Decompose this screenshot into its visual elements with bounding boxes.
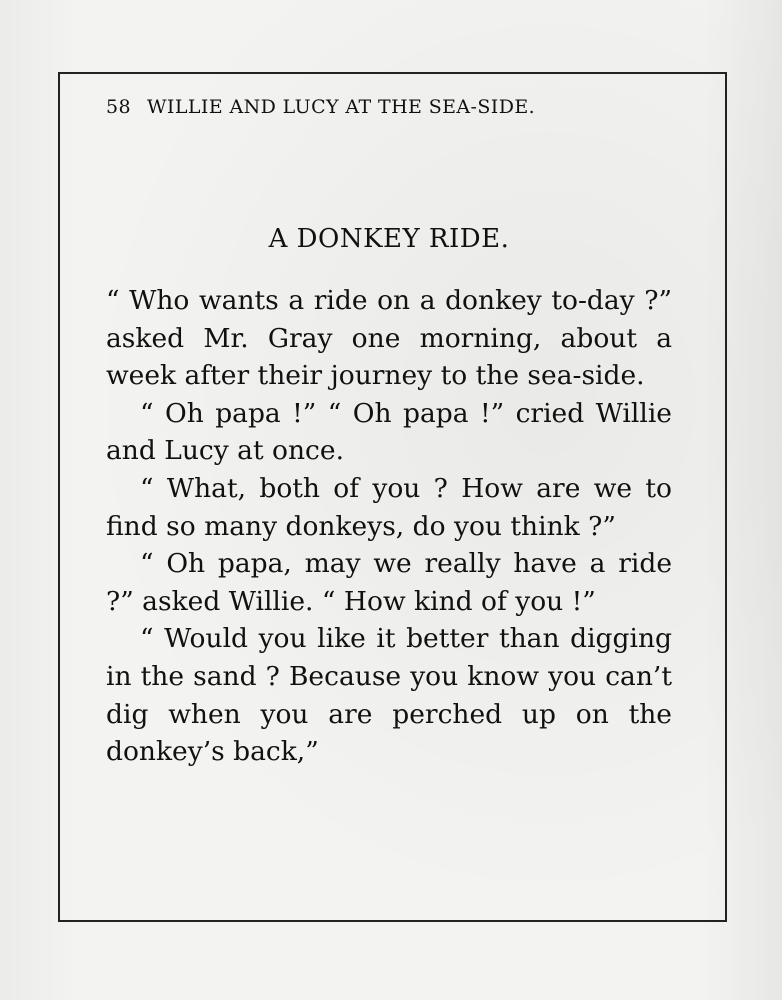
body-text bbox=[106, 282, 672, 771]
paragraph: “ Who wants a ride on a donkey to-day ?” asked Mr. Gray one morning, about a week after their journey to the sea-side. bbox=[106, 285, 672, 392]
chapter-title: A DONKEY RIDE. bbox=[268, 224, 510, 254]
paragraph: “ What, both of you ? How are we to find so many donkeys, do you think ?” bbox=[106, 472, 672, 542]
page-number: 58 bbox=[106, 96, 131, 118]
paragraph: “ Would you like it better than digging in the sand ? Because you know you can’t dig when you are perched up on the donkey’s back,” bbox=[106, 623, 672, 768]
running-header bbox=[106, 96, 672, 118]
running-title: WILLIE AND LUCY AT THE SEA-SIDE. bbox=[146, 96, 536, 118]
paragraph: “ Oh papa, may we really have a ride ?” asked Willie. “ How kind of you !” bbox=[106, 548, 672, 617]
paragraph: “ Oh papa !” “ Oh papa !” cried Willie and Lucy at once. bbox=[106, 397, 672, 467]
